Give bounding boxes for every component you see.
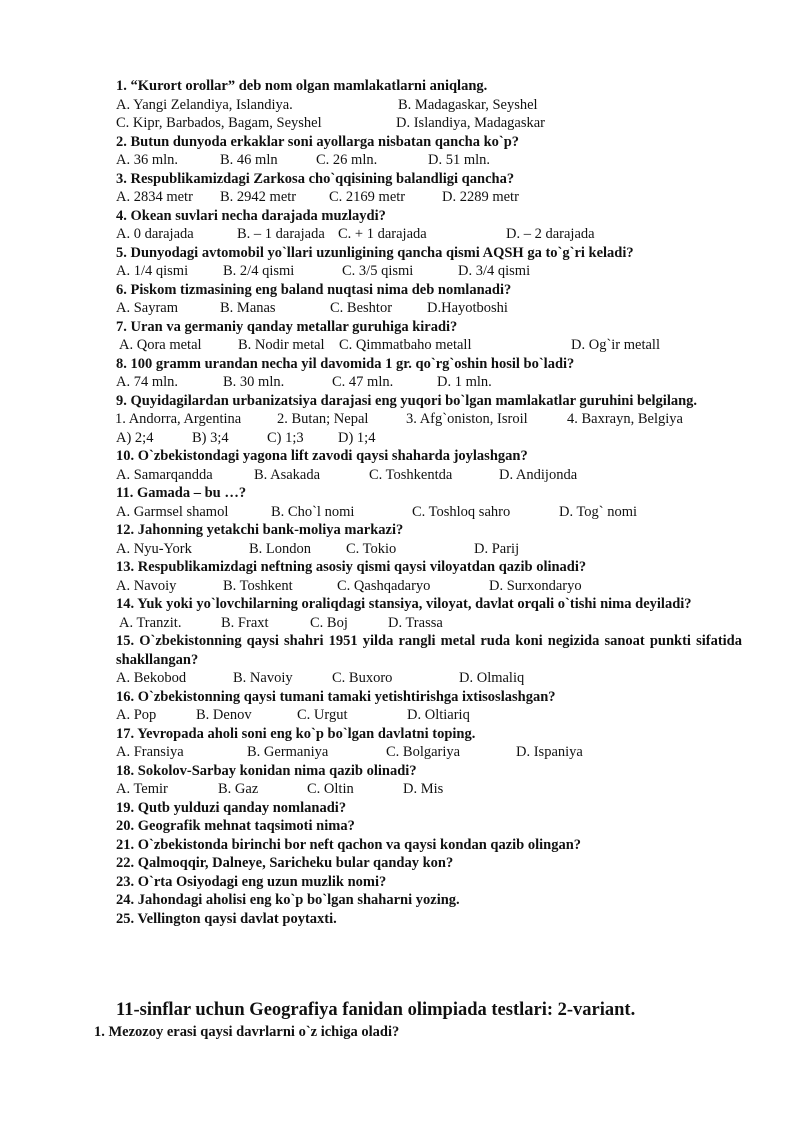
answer-option: B. Navoiy: [233, 670, 293, 686]
answer-options: [116, 466, 742, 485]
answer-option: C. Bolgariya: [386, 744, 461, 760]
answer-options: [116, 669, 742, 688]
answer-options: [116, 225, 742, 244]
answer-option: A. 1/4 qismi: [116, 263, 189, 279]
answer-options: [116, 780, 742, 799]
answer-option: C. Toshkentda: [369, 466, 453, 483]
answer-option: 3. Afg`oniston, Isroil: [406, 411, 528, 427]
question-title: 17. Yevropada aholi soni eng ko`p bo`lgan davlatni toping.: [116, 725, 476, 742]
answer-option: D. Surxondaryo: [489, 577, 582, 594]
answer-option: A. 2834 metr: [116, 189, 193, 205]
answer-option: A) 2;4: [116, 429, 154, 446]
answer-option: A. Sayram: [116, 300, 179, 316]
answer-options: [116, 188, 742, 207]
answer-option: D. Tog` nomi: [559, 503, 638, 520]
answer-option: A. Pop: [116, 707, 157, 723]
answer-option: B. Madagaskar, Seyshel: [398, 96, 538, 113]
answer-option: A. Navoiy: [116, 577, 177, 594]
answer-option: A. 0 darajada: [116, 226, 194, 242]
answer-option: C. 3/5 qismi: [342, 263, 414, 279]
answer-option: D. Andijonda: [499, 466, 578, 483]
answer-options: [116, 614, 742, 633]
question-title: 23. O`rta Osiyodagi eng uzun muzlik nomi?: [116, 873, 387, 890]
question-title: 15. O`zbekistonning qaysi shahri 1951 yilda rangli metal ruda koni negizida sanoat punkti sifatida shakllangan?: [116, 633, 742, 668]
answer-option: C. 47 mln.: [332, 374, 394, 390]
question-title: 5. Dunyodagi avtomobil yo`llari uzunligining qancha qismi AQSH ga to`g`ri keladi?: [116, 244, 634, 261]
answer-options: [116, 262, 742, 281]
answer-options: [116, 503, 742, 522]
answer-options: [116, 706, 742, 725]
answer-option: D. Olmaliq: [459, 670, 525, 686]
answer-option: A. Tranzit.: [119, 614, 182, 631]
answer-option: B. London: [249, 540, 312, 557]
answer-option: C. Tokio: [346, 540, 397, 557]
answer-option: B. Asakada: [254, 466, 321, 483]
answer-option: B. Manas: [220, 300, 276, 316]
answer-option: A. 36 mln.: [116, 152, 179, 168]
answer-option: B. Toshkent: [223, 577, 293, 594]
test-document: [116, 77, 742, 928]
question-title: 25. Vellington qaysi davlat poytaxti.: [116, 910, 337, 927]
answer-option: D. Islandiya, Madagaskar: [396, 115, 545, 131]
answer-option: 4. Baxrayn, Belgiya: [567, 411, 683, 427]
answer-option: B. Denov: [196, 707, 252, 723]
answer-option: B. 30 mln.: [223, 374, 285, 390]
answer-option: B. Nodir metal: [238, 337, 325, 353]
answer-option: A. Fransiya: [116, 744, 184, 760]
question-title: 16. O`zbekistonning qaysi tumani tamaki yetishtirishga ixtisoslashgan?: [116, 688, 556, 705]
question-title: 13. Respublikamizdagi neftning asosiy qismi qaysi viloyatdan qazib olinadi?: [116, 559, 587, 575]
answer-option: C. 26 mln.: [316, 152, 378, 168]
question-title: 11. Gamada – bu …?: [116, 485, 247, 501]
question-title: 6. Piskom tizmasining eng baland nuqtasi nima deb nomlanadi?: [116, 281, 512, 298]
question-title: 24. Jahondagi aholisi eng ko`p bo`lgan shaharni yozing.: [116, 892, 460, 908]
question-title: 2. Butun dunyoda erkaklar soni ayollarga nisbatan qancha ko`p?: [116, 133, 520, 150]
answer-options: [116, 410, 742, 429]
answer-options: [116, 540, 742, 559]
question-title: 14. Yuk yoki yo`lovchilarning oraliqdagi stansiya, viloyat, davlat orqali o`tishi nima deyiladi?: [116, 596, 692, 612]
question-title: 7. Uran va germaniy qanday metallar guruhiga kiradi?: [116, 318, 458, 335]
answer-option: C. Urgut: [297, 707, 348, 723]
answer-option: 1. Andorra, Argentina: [115, 411, 242, 427]
answer-option: D. 1 mln.: [437, 374, 492, 390]
answer-option: B) 3;4: [192, 429, 229, 446]
answer-option: B. – 1 darajada: [237, 226, 325, 242]
question-title: 12. Jahonning yetakchi bank-moliya markazi?: [116, 522, 404, 538]
section-heading: 11-sinflar uchun Geografiya fanidan olimpiada testlari: 2-variant.: [116, 1000, 636, 1020]
question-title: 3. Respublikamizdagi Zarkosa cho`qqisining balandligi qancha?: [116, 170, 515, 187]
answer-option: A. 74 mln.: [116, 374, 179, 390]
answer-option: D. – 2 darajada: [506, 226, 595, 242]
question-title: 18. Sokolov-Sarbay konidan nima qazib olinadi?: [116, 762, 417, 779]
answer-option: C. Toshloq sahro: [412, 503, 511, 520]
answer-option: A. Bekobod: [116, 670, 187, 686]
answer-option: D. Og`ir metall: [571, 337, 660, 353]
answer-option: C. Oltin: [307, 781, 354, 797]
answer-option: 2. Butan; Nepal: [277, 411, 369, 427]
answer-option: D. Mis: [403, 781, 444, 797]
question-title: 10. O`zbekistondagi yagona lift zavodi qaysi shaharda joylashgan?: [116, 448, 528, 464]
question-title: 1. “Kurort orollar” deb nom olgan mamlakatlarni aniqlang.: [116, 78, 488, 94]
question-title: 9. Quyidagilardan urbanizatsiya darajasi eng yuqori bo`lgan mamlakatlar guruhini belgilang.: [116, 392, 698, 409]
answer-option: C. Qimmatbaho metall: [339, 337, 472, 353]
answer-option: D. Trassa: [388, 614, 443, 631]
answer-options: [116, 151, 742, 170]
answer-option: A. Nyu-York: [116, 540, 192, 557]
answer-option: C. Qashqadaryo: [337, 577, 431, 594]
answer-option: D. Parij: [474, 540, 520, 557]
answer-option: C. Beshtor: [330, 300, 393, 316]
question-title: 22. Qalmoqqir, Dalneye, Saricheku bular qanday kon?: [116, 855, 454, 871]
answer-option: C. Boj: [310, 614, 348, 631]
answer-options: [116, 577, 742, 596]
answer-option: B. Germaniya: [247, 744, 329, 760]
answer-options: [116, 336, 742, 355]
answer-option: C) 1;3: [267, 429, 304, 446]
question-title: 21. O`zbekistonda birinchi bor neft qachon va qaysi kondan qazib olingan?: [116, 836, 582, 853]
answer-option: B. Gaz: [218, 781, 259, 797]
answer-option: D. 51 mln.: [428, 152, 491, 168]
answer-option: B. 2942 metr: [220, 189, 297, 205]
answer-option: A. Yangi Zelandiya, Islandiya.: [116, 96, 293, 113]
question-title: 8. 100 gramm urandan necha yil davomida 1 gr. qo`rg`oshin hosil bo`ladi?: [116, 355, 575, 372]
answer-option: B. 2/4 qismi: [223, 263, 295, 279]
answer-option: D. 2289 metr: [442, 189, 519, 205]
answer-option: C. + 1 darajada: [338, 226, 427, 242]
question-title: 4. Okean suvlari necha darajada muzlaydi?: [116, 207, 386, 224]
answer-option: A. Qora metal: [119, 337, 202, 353]
question-title: 20. Geografik mehnat taqsimoti nima?: [116, 818, 355, 834]
answer-option: D. Oltiariq: [407, 707, 470, 723]
answer-option: A. Samarqandda: [116, 466, 213, 483]
answer-option: D) 1;4: [338, 429, 376, 446]
answer-option: D.Hayotboshi: [427, 300, 508, 316]
variant2-question-1: 1. Mezozoy erasi qaysi davrlarni o`z ichiga oladi?: [94, 1024, 400, 1040]
answer-option: C. Kipr, Barbados, Bagam, Seyshel: [116, 115, 322, 131]
answer-options: [116, 429, 742, 448]
answer-option: A. Garmsel shamol: [116, 503, 229, 520]
answer-options: [116, 96, 742, 115]
answer-option: B. Cho`l nomi: [271, 503, 355, 520]
answer-options: [116, 373, 742, 392]
answer-options: [116, 114, 742, 133]
answer-option: A. Temir: [116, 781, 168, 797]
answer-option: D. Ispaniya: [516, 744, 583, 760]
answer-options: [116, 299, 742, 318]
answer-option: C. Buxoro: [332, 670, 393, 686]
answer-option: C. 2169 metr: [329, 189, 406, 205]
answer-option: B. 46 mln: [220, 152, 278, 168]
answer-option: B. Fraxt: [221, 614, 269, 631]
question-title: 19. Qutb yulduzi qanday nomlanadi?: [116, 799, 347, 816]
answer-option: D. 3/4 qismi: [458, 263, 531, 279]
answer-options: [116, 743, 742, 762]
